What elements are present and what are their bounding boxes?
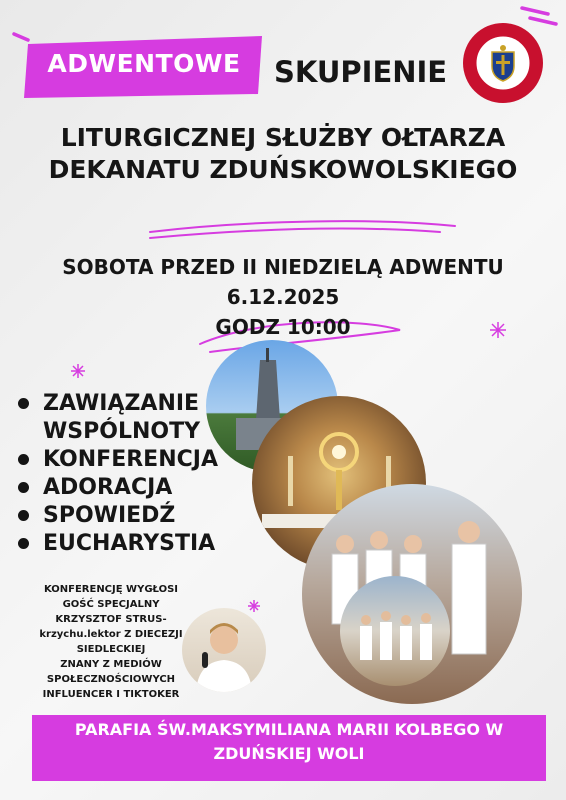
speaker-note-line: KRZYSZTOF STRUS- [55, 614, 167, 625]
title-line-1: LITURGICZNEJ SŁUŻBY OŁTARZA [60, 123, 506, 152]
speaker-note-line: INFLUENCER I TIKTOKER [42, 689, 180, 700]
parish-name-line: ZDUŃSKIEJ WOLI [213, 744, 365, 763]
program-item-label: ADORACJA [43, 475, 173, 500]
program-item-label: ZAWIĄZANIE WSPÓLNOTY [43, 391, 201, 444]
procession-illustration [340, 576, 450, 686]
parish-name-line: PARAFIA ŚW.MAKSYMILIANA MARII KOLBEGO W [74, 720, 504, 739]
bullet-icon [18, 398, 29, 409]
parish-altar-servers-seal-icon [462, 22, 544, 104]
speaker-note-line: SPOŁECZNOŚCIOWYCH [46, 674, 176, 685]
event-date: 6.12.2025 [226, 285, 340, 309]
event-day: SOBOTA PRZED II NIEDZIELĄ ADWENTU [62, 255, 504, 279]
speaker-note [22, 582, 200, 702]
bullet-icon [18, 538, 29, 549]
procession-photo [340, 576, 450, 686]
program-item [18, 474, 268, 502]
advent-badge [22, 34, 266, 98]
speaker-note-line: GOŚĆ SPECJALNY [62, 599, 160, 610]
event-date-block [0, 252, 566, 342]
bullet-icon [18, 510, 29, 521]
program-item [18, 530, 268, 558]
bullet-icon [18, 482, 29, 493]
badge-label: ADWENTOWE [47, 49, 241, 78]
program-item-label: KONFERENCJA [43, 447, 218, 472]
speaker-note-line: SIEDLECKIEJ [76, 644, 146, 655]
program-item [18, 502, 268, 530]
main-title [0, 122, 566, 186]
parish-name [32, 718, 546, 766]
title-line-2: DEKANATU ZDUŃSKOWOLSKIEGO [48, 155, 518, 184]
event-time: GODZ 10:00 [215, 315, 351, 339]
speaker-note-line: krzychu.lektor Z DIECEZJI [39, 629, 183, 640]
speaker-note-line: ZNANY Z MEDIÓW [60, 659, 162, 670]
event-subtitle: SKUPIENIE [274, 55, 448, 89]
program-item-label: EUCHARYSTIA [43, 531, 216, 556]
speaker-note-line: KONFERENCJĘ WYGŁOSI [43, 584, 179, 595]
bullet-icon [18, 454, 29, 465]
program-item-label: SPOWIEDŹ [43, 503, 176, 528]
